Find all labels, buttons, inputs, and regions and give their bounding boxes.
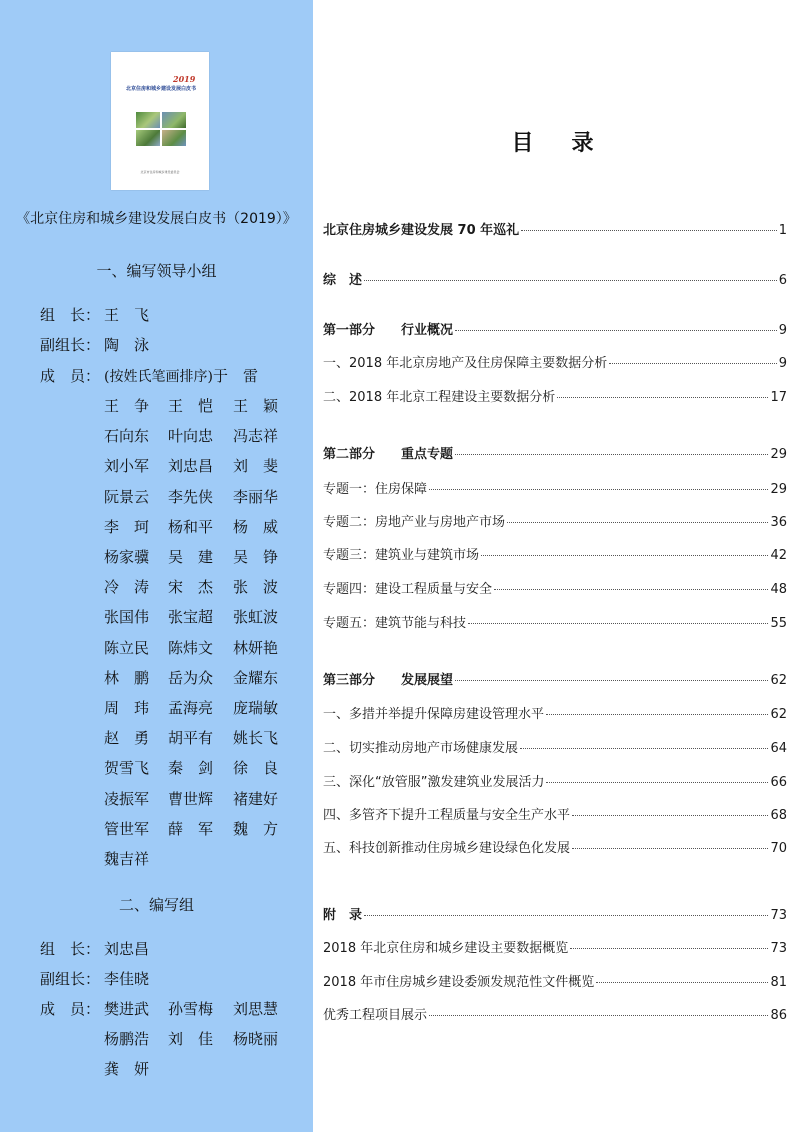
toc-entry[interactable] <box>323 352 787 371</box>
toc-entry[interactable] <box>323 219 787 238</box>
toc-entry-page: 66 <box>770 775 787 790</box>
toc-leader-dots <box>521 230 777 231</box>
toc-leader-dots <box>429 489 768 490</box>
member-name: 管世军 <box>104 819 150 838</box>
toc-leader-dots <box>455 454 768 455</box>
group2-members-row <box>40 998 104 1019</box>
member-name: 魏吉祥 <box>104 850 150 868</box>
toc-leader-dots <box>364 280 777 281</box>
member-name: 叶向忠 <box>168 427 214 446</box>
toc-entry-label: 2018 年市住房城乡建设委颁发规范性文件概览 <box>323 975 595 990</box>
member-name: 王 恺 <box>168 397 214 415</box>
group1-first-member: 于 雷 <box>212 367 258 385</box>
toc-entry[interactable] <box>323 578 787 597</box>
member-name: 杨家骥 <box>104 548 150 566</box>
member-name: 张 波 <box>233 578 279 597</box>
toc-entry[interactable] <box>323 804 787 823</box>
group2-deputy-row <box>40 968 149 989</box>
toc-leader-dots <box>455 680 768 681</box>
member-name: 李先侠 <box>168 487 214 506</box>
toc-entry[interactable] <box>323 443 787 462</box>
member-name: 杨和平 <box>168 517 214 536</box>
member-name: 胡平有 <box>168 729 214 748</box>
toc-entry-page: 73 <box>770 908 787 923</box>
member-name: 阮景云 <box>104 487 150 506</box>
member-name: 陈立民 <box>104 638 150 657</box>
toc-title: 目 录 <box>511 131 602 156</box>
member-name: 杨 威 <box>233 517 279 536</box>
member-name: 金耀东 <box>233 668 279 687</box>
group1-leader: 王 飞 <box>104 306 150 324</box>
member-name: 李 珂 <box>104 517 150 536</box>
toc-entry[interactable] <box>323 669 787 688</box>
member-name: 秦 剑 <box>168 759 214 778</box>
toc-entry-page: 1 <box>778 223 787 238</box>
group2-leader-label: 组 长： <box>40 940 101 958</box>
toc-entry-page: 68 <box>770 808 787 823</box>
toc-leader-dots <box>570 948 768 949</box>
toc-entry[interactable] <box>323 612 787 631</box>
group2-leader-row <box>40 938 149 959</box>
member-name: 张宝超 <box>168 608 214 627</box>
group1-members-row <box>40 365 258 386</box>
group2-deputy-label: 副组长： <box>40 970 101 988</box>
toc-entry-page: 29 <box>770 447 787 462</box>
member-name: 刘思慧 <box>233 1000 279 1018</box>
toc-entry-label: 2018 年北京住房和城乡建设主要数据概览 <box>323 941 569 956</box>
group1-members-note: (按姓氏笔画排序) <box>104 369 213 385</box>
member-name: 王 争 <box>104 397 150 415</box>
member-name: 张国伟 <box>104 608 150 627</box>
group2-deputy: 李佳晓 <box>104 970 150 988</box>
cover-year: 2019 <box>173 74 196 84</box>
toc-entry-page: 64 <box>770 741 787 756</box>
toc-leader-dots <box>572 815 768 816</box>
member-name: 褚建好 <box>233 789 279 808</box>
toc-leader-dots <box>364 915 768 916</box>
toc-entry-page: 73 <box>770 941 787 956</box>
toc-leader-dots <box>557 397 768 398</box>
member-name: 魏 方 <box>233 819 279 838</box>
toc-entry-page: 9 <box>778 356 787 371</box>
toc-entry[interactable] <box>323 386 787 405</box>
member-name: 刘 佳 <box>168 1030 214 1048</box>
member-name: 岳为众 <box>168 668 214 687</box>
toc-entry-page: 48 <box>770 582 787 597</box>
toc-entry-page: 9 <box>778 323 787 338</box>
member-name: 林妍艳 <box>233 638 279 657</box>
member-name: 宋 杰 <box>168 578 214 597</box>
member-name: 冷 涛 <box>104 578 150 597</box>
cover-publisher: 北京市住房和城乡建设委员会 <box>140 170 180 174</box>
toc-entry-label: 一、多措并举提升保障房建设管理水平 <box>323 707 545 722</box>
toc-leader-dots <box>494 589 768 590</box>
member-name: 姚长飞 <box>233 729 279 748</box>
member-name: 刘 斐 <box>233 457 279 476</box>
toc-entry-page: 6 <box>778 273 787 288</box>
toc-leader-dots <box>429 1015 768 1016</box>
group1-members-label: 成 员： <box>40 367 101 385</box>
toc-entry-label: 二、2018 年北京工程建设主要数据分析 <box>323 390 556 405</box>
toc-entry-label: 五、科技创新推动住房城乡建设绿色化发展 <box>323 841 571 856</box>
group2-leader: 刘忠昌 <box>104 940 150 958</box>
group1-leader-row <box>40 304 149 325</box>
toc-leader-dots <box>609 363 777 364</box>
toc-entry[interactable] <box>323 771 787 790</box>
toc-entry-label: 专题五：建筑节能与科技 <box>323 616 467 631</box>
toc-entry-page: 70 <box>770 841 787 856</box>
member-name: 薛 军 <box>168 819 214 838</box>
toc-entry[interactable] <box>323 478 787 497</box>
member-name: 杨晓丽 <box>233 1030 279 1048</box>
toc-entry-page: 17 <box>770 390 787 405</box>
toc-entry-label: 专题四：建设工程质量与安全 <box>323 582 493 597</box>
member-name: 曹世辉 <box>168 789 214 808</box>
toc-entry[interactable] <box>323 904 787 923</box>
member-name: 樊进武 <box>104 1000 150 1018</box>
toc-entry-label: 二、切实推动房地产市场健康发展 <box>323 741 519 756</box>
book-title: 《北京住房和城乡建设发展白皮书（2019）》 <box>16 211 297 227</box>
member-name: 孟海亮 <box>168 699 214 717</box>
member-name: 孙雪梅 <box>168 1000 214 1018</box>
group2-heading: 二、编写组 <box>118 896 194 914</box>
toc-entry-label: 综 述 <box>323 273 363 288</box>
toc-leader-dots <box>546 714 768 715</box>
member-name: 林 鹏 <box>104 668 150 687</box>
toc-entry-label: 三、深化“放管服”激发建筑业发展活力 <box>323 775 545 790</box>
toc-leader-dots <box>546 782 768 783</box>
toc-leader-dots <box>468 623 768 624</box>
member-name: 庞瑞敏 <box>233 699 279 717</box>
toc-entry-label: 专题二：房地产业与房地产市场 <box>323 515 506 530</box>
group1-deputy-label: 副组长： <box>40 336 101 354</box>
toc-entry-label: 北京住房城乡建设发展 70 年巡礼 <box>323 223 520 238</box>
member-name: 张虹波 <box>233 608 279 627</box>
member-name: 刘小军 <box>104 457 150 476</box>
toc-leader-dots <box>520 748 768 749</box>
member-name: 贺雪飞 <box>104 759 150 778</box>
toc-entry-page: 62 <box>770 673 787 688</box>
member-name: 陈炜文 <box>168 638 214 657</box>
group1-deputy-row <box>40 334 149 355</box>
toc-entry-page: 62 <box>770 707 787 722</box>
toc-entry-page: 55 <box>770 616 787 631</box>
toc-entry[interactable] <box>323 737 787 756</box>
toc-entry[interactable] <box>323 319 787 338</box>
member-name: 周 玮 <box>104 699 150 717</box>
toc-entry[interactable] <box>323 703 787 722</box>
toc-leader-dots <box>596 982 768 983</box>
toc-entry-label: 第二部分 重点专题 <box>323 447 454 462</box>
toc-entry[interactable] <box>323 269 787 288</box>
toc-entry-page: 81 <box>770 975 787 990</box>
toc-entry[interactable] <box>323 1004 787 1023</box>
toc-entry[interactable] <box>323 971 787 990</box>
toc-leader-dots <box>481 555 768 556</box>
member-name: 徐 良 <box>233 759 279 778</box>
toc-entry-label: 附 录 <box>323 908 363 923</box>
group1-heading: 一、编写领导小组 <box>96 262 217 280</box>
member-name: 杨鹏浩 <box>104 1030 150 1048</box>
toc-entry-label: 第一部分 行业概况 <box>323 323 454 338</box>
group1-deputy: 陶 泳 <box>104 336 150 354</box>
member-name: 李丽华 <box>233 487 279 506</box>
member-name: 吴 铮 <box>233 548 279 566</box>
toc-entry-page: 36 <box>770 515 787 530</box>
toc-leader-dots <box>455 330 777 331</box>
toc-entry[interactable] <box>323 937 787 956</box>
toc-entry[interactable] <box>323 544 787 563</box>
toc-entry[interactable] <box>323 511 787 530</box>
member-name: 刘忠昌 <box>168 457 214 476</box>
toc-panel <box>313 0 800 1132</box>
toc-entry-label: 一、2018 年北京房地产及住房保障主要数据分析 <box>323 356 608 371</box>
member-name: 凌振军 <box>104 789 150 808</box>
toc-entry-page: 86 <box>770 1008 787 1023</box>
toc-entry-label: 专题三：建筑业与建筑市场 <box>323 548 480 563</box>
toc-entry-page: 42 <box>770 548 787 563</box>
group2-members-label: 成 员： <box>40 1000 101 1018</box>
toc-entry-label: 四、多管齐下提升工程质量与安全生产水平 <box>323 808 571 823</box>
toc-leader-dots <box>507 522 768 523</box>
left-panel <box>0 0 313 1132</box>
toc-entry[interactable] <box>323 837 787 856</box>
cover-title: 北京住房和城乡建设发展白皮书 <box>125 86 196 92</box>
member-name: 石向东 <box>104 427 150 446</box>
toc-entry-label: 第三部分 发展展望 <box>323 673 454 688</box>
toc-entry-label: 优秀工程项目展示 <box>323 1008 428 1023</box>
member-name: 龚 妍 <box>104 1060 150 1078</box>
toc-entry-page: 29 <box>770 482 787 497</box>
group1-leader-label: 组 长： <box>40 306 101 324</box>
book-cover-image <box>111 52 209 190</box>
toc-entry-label: 专题一：住房保障 <box>323 482 428 497</box>
member-name: 赵 勇 <box>104 729 150 748</box>
cover-photos <box>136 112 186 146</box>
member-name: 冯志祥 <box>233 427 279 446</box>
member-name: 王 颖 <box>233 397 279 415</box>
member-name: 吴 建 <box>168 548 214 566</box>
toc-leader-dots <box>572 848 768 849</box>
